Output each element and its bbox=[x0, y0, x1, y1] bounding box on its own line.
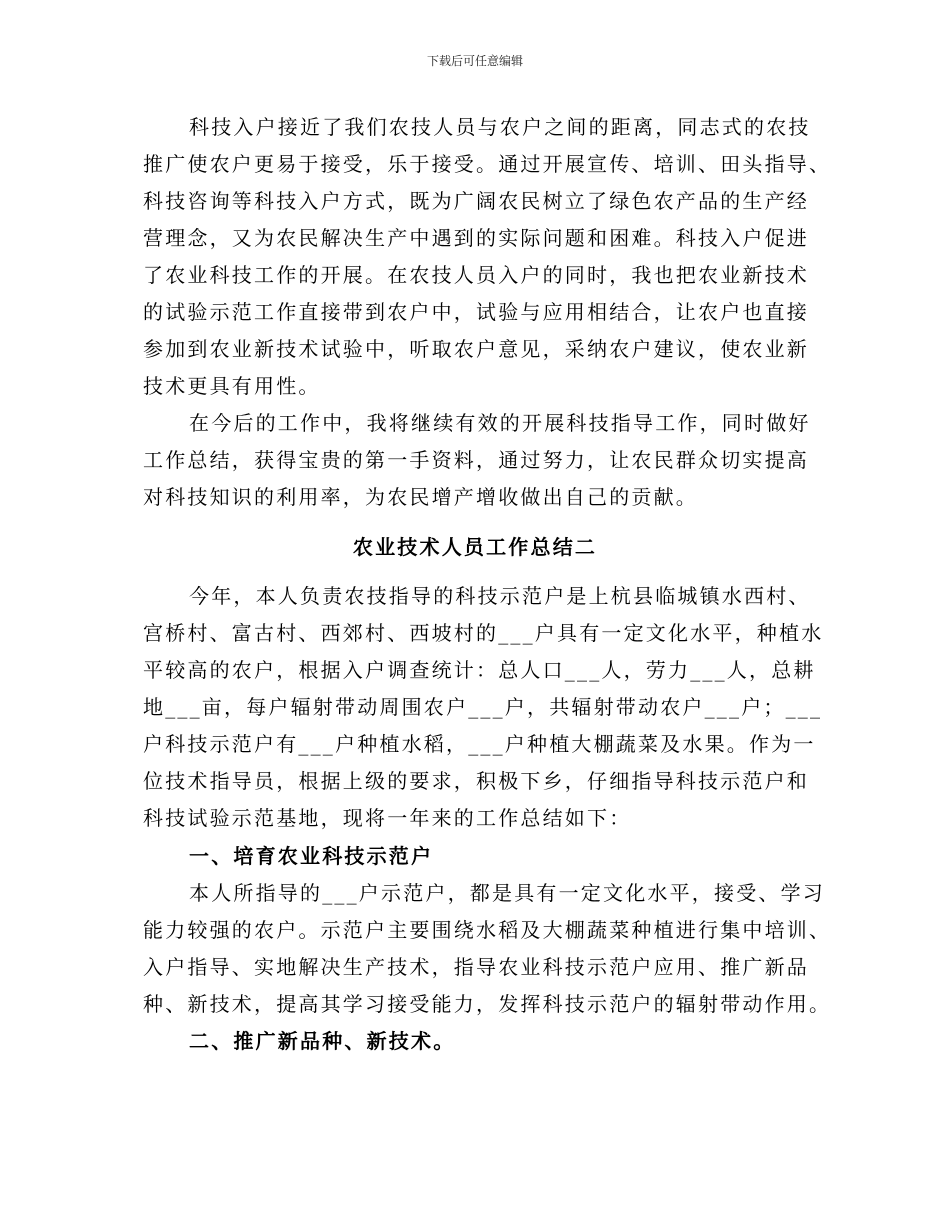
paragraph-line: 本人所指导的___户示范户，都是具有一定文化水平，接受、学习 bbox=[189, 881, 825, 905]
paragraph-line: 对科技知识的利用率，为农民增产增收做出自己的贡献。 bbox=[143, 485, 698, 509]
paragraph-line: 种、新技术，提高其学习接受能力，发挥科技示范户的辐射带动作用。 bbox=[143, 992, 832, 1016]
paragraph-line: 户科技示范户有___户种植水稻，___户种植大棚蔬菜及水果。作为一 bbox=[143, 732, 816, 756]
paragraph-line: 宫桥村、富古村、西郊村、西坡村的___户具有一定文化水平，种植水 bbox=[143, 621, 824, 645]
paragraph-line: 的试验示范工作直接带到农户中，试验与应用相结合，让农户也直接 bbox=[143, 300, 809, 324]
subheading: 一、培育农业科技示范户 bbox=[189, 844, 434, 868]
paragraph-line: 技术更具有用性。 bbox=[143, 374, 321, 398]
paragraph-line: 了农业科技工作的开展。在农技人员入户的同时，我也把农业新技术 bbox=[143, 263, 809, 287]
subheading: 二、推广新品种、新技术。 bbox=[189, 1029, 456, 1053]
paragraph-line: 能力较强的农户。示范户主要围绕水稻及大棚蔬菜种植进行集中培训、 bbox=[143, 918, 832, 942]
paragraph-line: 参加到农业新技术试验中，听取农户意见，采纳农户建议，使农业新 bbox=[143, 337, 809, 361]
paragraph-line: 今年，本人负责农技指导的科技示范户是上杭县临城镇水西村、 bbox=[189, 584, 811, 608]
paragraph-line: 科技试验示范基地，现将一年来的工作总结如下： bbox=[143, 806, 632, 830]
paragraph-line: 科技入户接近了我们农技人员与农户之间的距离，同志式的农技 bbox=[189, 115, 811, 139]
paragraph-line: 推广使农户更易于接受，乐于接受。通过开展宣传、培训、田头指导、 bbox=[143, 152, 832, 176]
paragraph-line: 工作总结，获得宝贵的第一手资料，通过努力，让农民群众切实提高 bbox=[143, 448, 809, 472]
paragraph-line: 在今后的工作中，我将继续有效的开展科技指导工作，同时做好 bbox=[189, 411, 811, 435]
paragraph-line: 科技咨询等科技入户方式，既为广阔农民树立了绿色农产品的生产经 bbox=[143, 189, 809, 213]
section-title: 农业技术人员工作总结二 bbox=[352, 535, 598, 559]
paragraph-line: 营理念，又为农民解决生产中遇到的实际问题和困难。科技入户促进 bbox=[143, 226, 809, 250]
paragraph-line: 平较高的农户，根据入户调查统计：总人口___人，劳力___人，总耕 bbox=[143, 658, 816, 682]
paragraph-line: 位技术指导员，根据上级的要求，积极下乡，仔细指导科技示范户和 bbox=[143, 769, 809, 793]
page-header-note: 下载后可任意编辑 bbox=[426, 54, 523, 68]
paragraph-line: 入户指导、实地解决生产技术，指导农业科技示范户应用、推广新品 bbox=[143, 955, 809, 979]
paragraph-line: 地___亩，每户辐射带动周围农户___户，共辐射带动农户___户；___ bbox=[143, 695, 823, 719]
